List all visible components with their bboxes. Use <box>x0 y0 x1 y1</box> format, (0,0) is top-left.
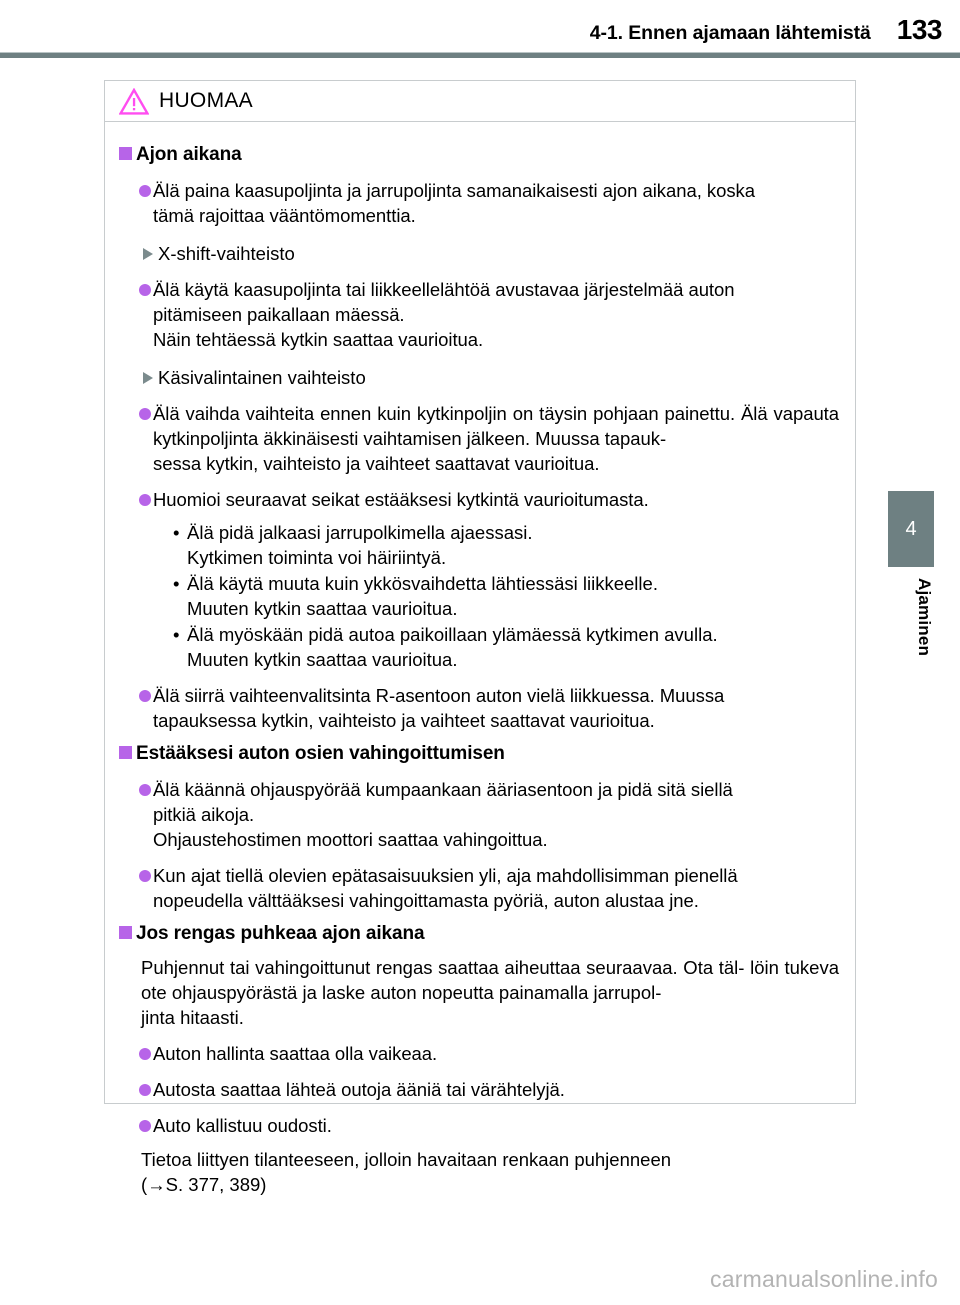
dot-bullet-icon <box>139 1048 151 1060</box>
list-item-text <box>153 777 839 852</box>
list-item-text: Auton hallinta saattaa olla vaikeaa. <box>153 1043 438 1064</box>
list-item-text <box>153 401 839 476</box>
sub-bullet-icon: • <box>173 522 180 543</box>
text-line: Tietoa liittyen tilanteeseen, jolloin havaitaan renkaan puhjenneen <box>141 1149 672 1170</box>
paragraph <box>119 955 839 1030</box>
dot-bullet-icon <box>139 1084 151 1096</box>
list-item <box>119 277 839 352</box>
sub-heading <box>119 365 839 390</box>
sub-list-item-continuation: Muuten kytkin saattaa vaurioitua. <box>187 649 458 670</box>
sub-list-item-continuation: Kytkimen toiminta voi häiriintyä. <box>187 547 447 568</box>
page-number: 133 <box>896 14 942 45</box>
list-item-text <box>153 277 839 352</box>
sub-list-item-text: Älä myöskään pidä autoa paikoillaan ylämäessä kytkimen avulla. <box>187 624 718 645</box>
chapter-tab-marker <box>888 491 934 567</box>
text-line: löin tukeva ote ohjauspyörästä ja laske auton nopeutta painamalla jarrupol- <box>141 957 840 1003</box>
list-item-text <box>153 863 839 913</box>
sub-list-item <box>173 571 839 596</box>
list-item-text <box>153 178 839 228</box>
warning-panel <box>104 80 856 1195</box>
dot-bullet-icon <box>139 690 151 702</box>
list-item-text: Huomioi seuraavat seikat estääksesi kytkintä vaurioitumasta. <box>153 489 649 510</box>
triangle-bullet-icon <box>143 372 153 384</box>
text-line: tämä rajoittaa vääntömomenttia. <box>153 205 416 226</box>
paragraph <box>119 1147 839 1197</box>
text-line: sessa kytkin, vaihteisto ja vaihteet saattavat vaurioitua. <box>153 453 600 474</box>
text-line: vapauta kytkinpoljinta äkkinäisesti vaihtamisen jälkeen. Muussa tapauk- <box>153 403 840 449</box>
sub-list-item-text: Älä pidä jalkaasi jarrupolkimella ajaessasi. <box>187 522 533 543</box>
list-item-text <box>153 683 839 733</box>
list-item <box>119 487 839 512</box>
sub-list-item-text: Älä käytä muuta kuin ykkösvaihdetta lähtiessäsi liikkeelle. <box>187 573 658 594</box>
text-line: Älä vaihda vaihteita ennen kuin kytkinpoljin on täysin pohjaan painettu. Älä <box>153 403 768 424</box>
sub-list <box>119 520 839 672</box>
sub-heading-label: X-shift-vaihteisto <box>158 243 295 264</box>
header-section-title: 4-1. Ennen ajamaan lähtemistä <box>589 22 871 44</box>
warning-triangle-icon <box>119 88 149 115</box>
dot-bullet-icon <box>139 185 151 197</box>
list-item <box>119 777 839 852</box>
list-item <box>119 683 839 733</box>
text-line: pitkiä aikoja. <box>153 804 255 825</box>
dot-bullet-icon <box>139 870 151 882</box>
dot-bullet-icon <box>139 494 151 506</box>
list-item <box>119 1077 839 1102</box>
section-heading <box>119 142 839 167</box>
header-divider-rule <box>0 52 960 58</box>
chapter-label: Ajaminen <box>915 578 934 657</box>
section-heading-label: Ajon aikana <box>136 144 242 165</box>
page-reference: (→S. 377, 389) <box>141 1174 267 1195</box>
sub-list-item <box>173 622 839 647</box>
text-line: nopeudella välttääksesi vahingoittamasta pyöriä, auton alustaa jne. <box>153 890 699 911</box>
dot-bullet-icon <box>139 408 151 420</box>
page-header <box>0 14 960 48</box>
warning-title-bar <box>105 81 855 122</box>
section-heading-label: Jos rengas puhkeaa ajon aikana <box>136 923 425 944</box>
square-bullet-icon <box>119 147 132 160</box>
sub-list-item <box>173 520 839 545</box>
section-heading-label: Estääksesi auton osien vahingoittumisen <box>136 743 505 764</box>
triangle-bullet-icon <box>143 248 153 260</box>
text-line: Puhjennut tai vahingoittunut rengas saattaa aiheuttaa seuraavaa. Ota täl- <box>141 957 745 978</box>
sub-list-item-continuation: Muuten kytkin saattaa vaurioitua. <box>187 598 458 619</box>
list-item <box>119 1041 839 1066</box>
section-heading <box>119 921 839 946</box>
sub-heading-label: Käsivalintainen vaihteisto <box>158 367 366 388</box>
square-bullet-icon <box>119 926 132 939</box>
section-heading <box>119 741 839 766</box>
list-item <box>119 1113 839 1138</box>
text-line: Näin tehtäessä kytkin saattaa vaurioitua. <box>153 329 484 350</box>
sub-bullet-icon: • <box>173 573 180 594</box>
text-line: Älä käännä ohjauspyörää kumpaankaan ääriasentoon ja pidä sitä siellä <box>153 779 733 800</box>
square-bullet-icon <box>119 746 132 759</box>
text-line: pitämiseen paikallaan mäessä. <box>153 304 405 325</box>
warning-title: HUOMAA <box>159 89 253 112</box>
warning-body <box>105 122 855 1207</box>
sub-bullet-icon: • <box>173 624 180 645</box>
dot-bullet-icon <box>139 1120 151 1132</box>
text-line: Älä siirrä vaihteenvalitsinta R-asentoon auton vielä liikkuessa. Muussa <box>153 685 725 706</box>
chapter-number: 4 <box>905 518 917 540</box>
dot-bullet-icon <box>139 784 151 796</box>
sub-heading <box>119 241 839 266</box>
list-item-text: Autosta saattaa lähteä outoja ääniä tai värähtelyjä. <box>153 1079 565 1100</box>
text-line: Älä paina kaasupoljinta ja jarrupoljinta samanaikaisesti ajon aikana, koska <box>153 180 755 201</box>
text-line: Ohjaustehostimen moottori saattaa vahingoittua. <box>153 829 548 850</box>
list-item <box>119 401 839 476</box>
list-item <box>119 863 839 913</box>
text-line: tapauksessa kytkin, vaihteisto ja vaihteet saattavat vaurioitua. <box>153 710 655 731</box>
text-line: jinta hitaasti. <box>141 1007 244 1028</box>
text-line: Kun ajat tiellä olevien epätasaisuuksien yli, aja mahdollisimman pienellä <box>153 865 738 886</box>
list-item-text: Auto kallistuu oudosti. <box>153 1115 332 1136</box>
text-line: Älä käytä kaasupoljinta tai liikkeellelähtöä avustavaa järjestelmää auton <box>153 279 735 300</box>
footer-watermark: carmanualsonline.info <box>710 1266 938 1292</box>
list-item <box>119 178 839 228</box>
dot-bullet-icon <box>139 284 151 296</box>
